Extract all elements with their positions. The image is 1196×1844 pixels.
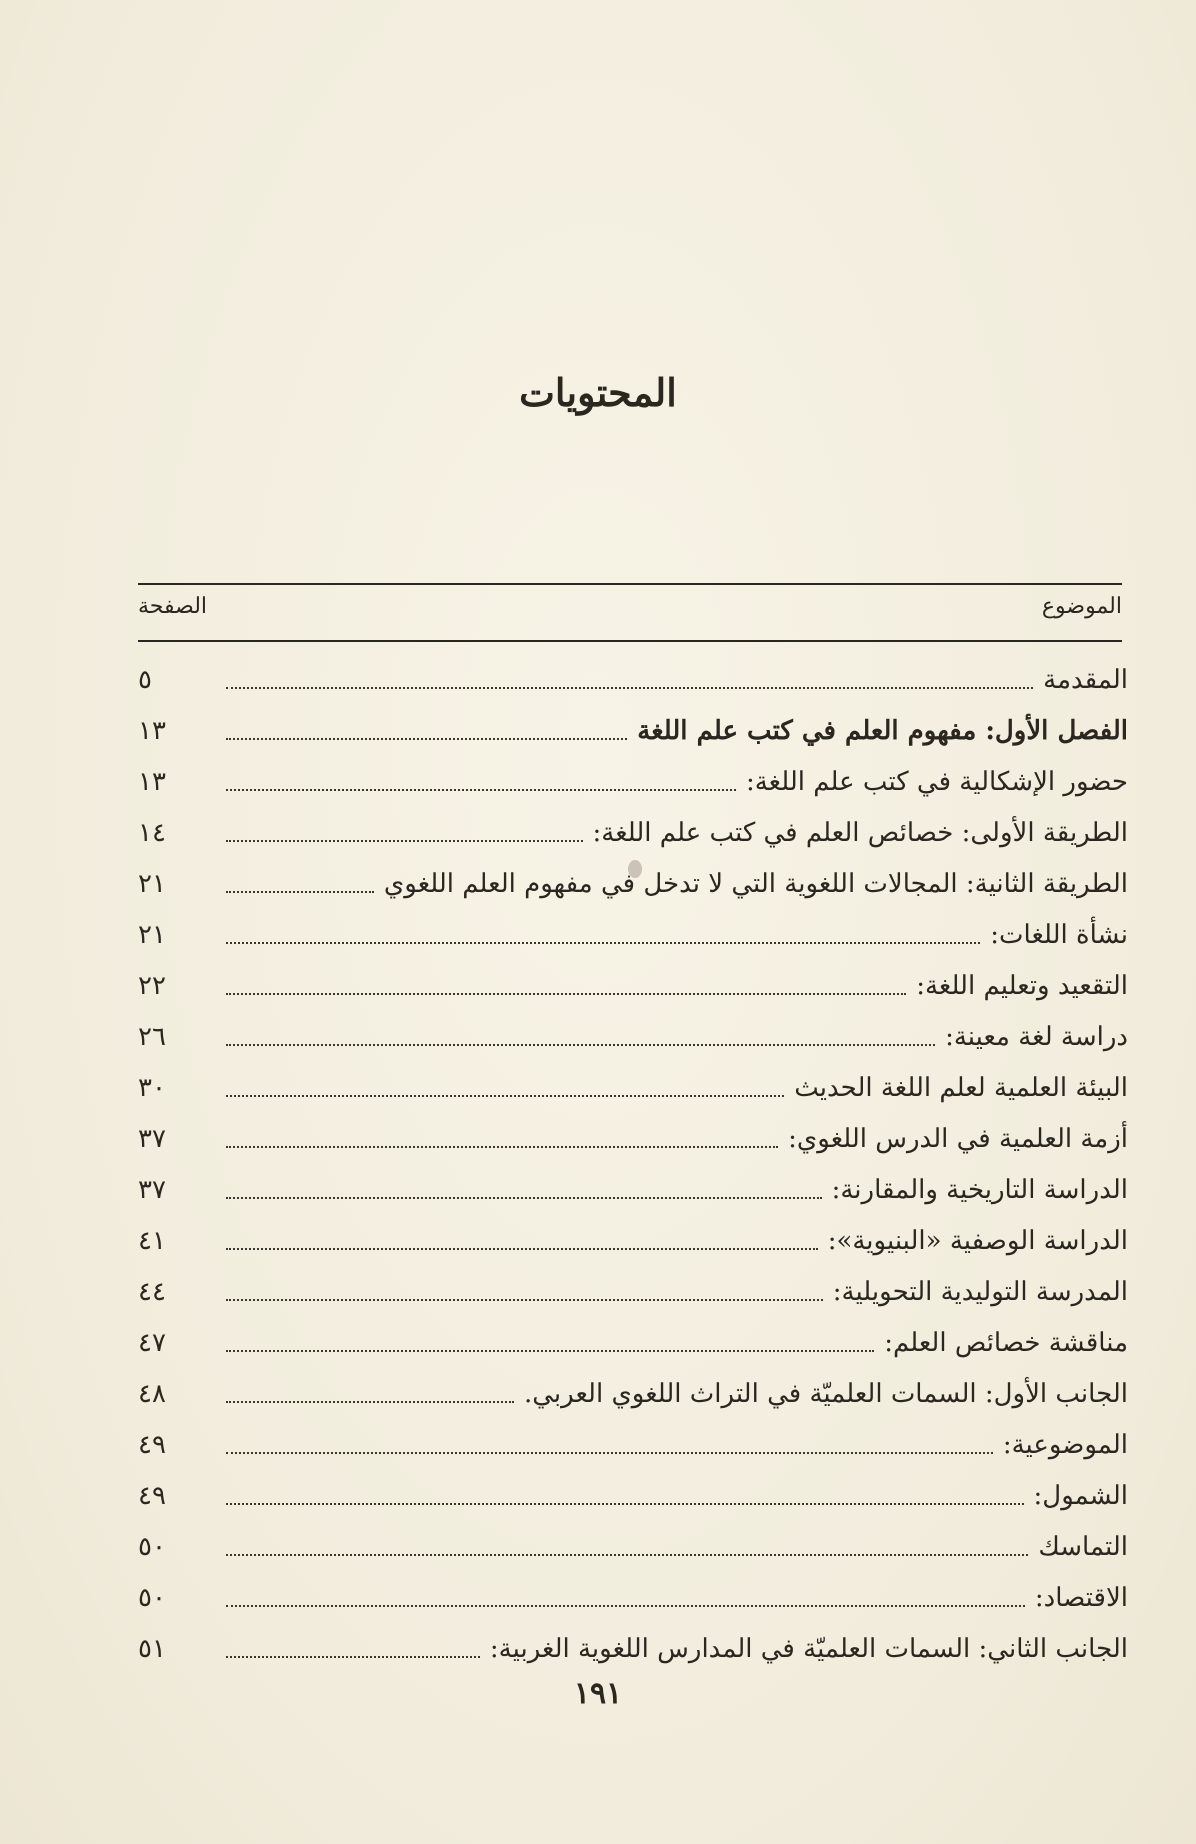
toc-entry-title: الفصل الأول: مفهوم العلم في كتب علم اللغة (637, 715, 1128, 746)
toc-entry-title: حضور الإشكالية في كتب علم اللغة: (745, 766, 1128, 797)
toc-entry-page: ٥٠ (138, 1582, 166, 1613)
toc-entry[interactable] (138, 1062, 1128, 1113)
topic-column-heading: الموضوع (1041, 594, 1122, 619)
dot-leader (226, 1605, 1025, 1607)
dot-leader (226, 891, 374, 893)
toc-entry-title: الاقتصاد: (1034, 1582, 1128, 1613)
dot-leader (226, 1197, 822, 1199)
toc-entry[interactable] (138, 1266, 1128, 1317)
toc-entry-page: ٥٠ (138, 1531, 166, 1562)
toc-entry-page: ٣٠ (138, 1072, 166, 1103)
toc-entry-page: ١٣ (138, 715, 166, 746)
toc-entry-title: الموضوعية: (1002, 1429, 1128, 1460)
toc-entry[interactable] (138, 1317, 1128, 1368)
toc-entry-title: الشمول: (1033, 1480, 1128, 1511)
page-number: ١٩١ (573, 1676, 623, 1711)
toc-entry-title: المدرسة التوليدية التحويلية: (832, 1276, 1128, 1307)
toc-entry-title: نشأة اللغات: (990, 919, 1128, 950)
ink-stain (628, 860, 642, 878)
toc-entry-page: ٤١ (138, 1225, 166, 1256)
toc-entry[interactable] (138, 1215, 1128, 1266)
dot-leader (226, 1401, 514, 1403)
toc-entry[interactable] (138, 1164, 1128, 1215)
toc-entry[interactable] (138, 1113, 1128, 1164)
header-top-rule (138, 583, 1122, 585)
toc-entry[interactable] (138, 705, 1128, 756)
toc-entry-page: ٥١ (138, 1633, 166, 1664)
dot-leader (226, 687, 1033, 689)
dot-leader (226, 1554, 1028, 1556)
toc-entry-title: دراسة لغة معينة: (945, 1021, 1128, 1052)
toc-entry-page: ٤٨ (138, 1378, 166, 1409)
toc-entry[interactable] (138, 1368, 1128, 1419)
dot-leader (226, 1044, 935, 1046)
dot-leader (226, 1503, 1024, 1505)
toc-entry-page: ٢١ (138, 919, 166, 950)
dot-leader (226, 1095, 784, 1097)
toc-entry[interactable] (138, 1011, 1128, 1062)
toc-entry-page: ١٣ (138, 766, 166, 797)
toc-entry-title: المقدمة (1043, 664, 1128, 695)
toc-entry-page: ٢٦ (138, 1021, 166, 1052)
toc-entry[interactable] (138, 756, 1128, 807)
page-column-heading: الصفحة (138, 594, 208, 619)
toc-entry-page: ١٤ (138, 817, 166, 848)
toc-header (138, 594, 1122, 632)
toc-entry-page: ٢٢ (138, 970, 166, 1001)
toc-entry-page: ٤٩ (138, 1429, 166, 1460)
toc-entry-title: الجانب الأول: السمات العلميّة في التراث اللغوي العربي. (523, 1378, 1128, 1409)
toc-entry[interactable] (138, 1623, 1128, 1674)
toc-entry[interactable] (138, 1521, 1128, 1572)
toc-entry-title: الدراسة التاريخية والمقارنة: (831, 1174, 1128, 1205)
toc-entry-page: ٢١ (138, 868, 166, 899)
dot-leader (226, 1350, 874, 1352)
toc-entry-page: ٣٧ (138, 1123, 166, 1154)
page-title: المحتويات (519, 370, 677, 415)
dot-leader (226, 942, 980, 944)
toc-entry-title: أزمة العلمية في الدرس اللغوي: (788, 1123, 1128, 1154)
toc-entry-title: مناقشة خصائص العلم: (884, 1327, 1128, 1358)
toc-entry-title: التقعيد وتعليم اللغة: (916, 970, 1128, 1001)
dot-leader (226, 738, 627, 740)
dot-leader (226, 1146, 778, 1148)
dot-leader (226, 1452, 993, 1454)
toc-list (138, 654, 1128, 1674)
toc-entry[interactable] (138, 909, 1128, 960)
dot-leader (226, 993, 906, 995)
toc-entry-page: ٥ (138, 664, 152, 695)
toc-entry-title: التماسك (1038, 1531, 1128, 1562)
toc-entry-page: ٤٤ (138, 1276, 166, 1307)
toc-entry-title: البيئة العلمية لعلم اللغة الحديث (794, 1072, 1128, 1103)
toc-entry-title: الدراسة الوصفية «البنيوية»: (827, 1225, 1128, 1256)
toc-entry[interactable] (138, 1470, 1128, 1521)
toc-entry[interactable] (138, 1419, 1128, 1470)
toc-entry[interactable] (138, 960, 1128, 1011)
toc-entry-title: الطريقة الثانية: المجالات اللغوية التي لا تدخل في مفهوم العلم اللغوي (383, 868, 1128, 899)
toc-entry[interactable] (138, 1572, 1128, 1623)
dot-leader (226, 1299, 823, 1301)
dot-leader (226, 840, 583, 842)
toc-entry-title: الطريقة الأولى: خصائص العلم في كتب علم اللغة: (592, 817, 1128, 848)
toc-entry-page: ٤٩ (138, 1480, 166, 1511)
dot-leader (226, 789, 736, 791)
header-bottom-rule (138, 640, 1122, 642)
toc-entry-page: ٤٧ (138, 1327, 166, 1358)
toc-entry-title: الجانب الثاني: السمات العلميّة في المدارس اللغوية الغربية: (489, 1633, 1128, 1664)
dot-leader (226, 1248, 818, 1250)
dot-leader (226, 1656, 480, 1658)
toc-entry[interactable] (138, 654, 1128, 705)
toc-entry[interactable] (138, 807, 1128, 858)
toc-entry-page: ٣٧ (138, 1174, 166, 1205)
